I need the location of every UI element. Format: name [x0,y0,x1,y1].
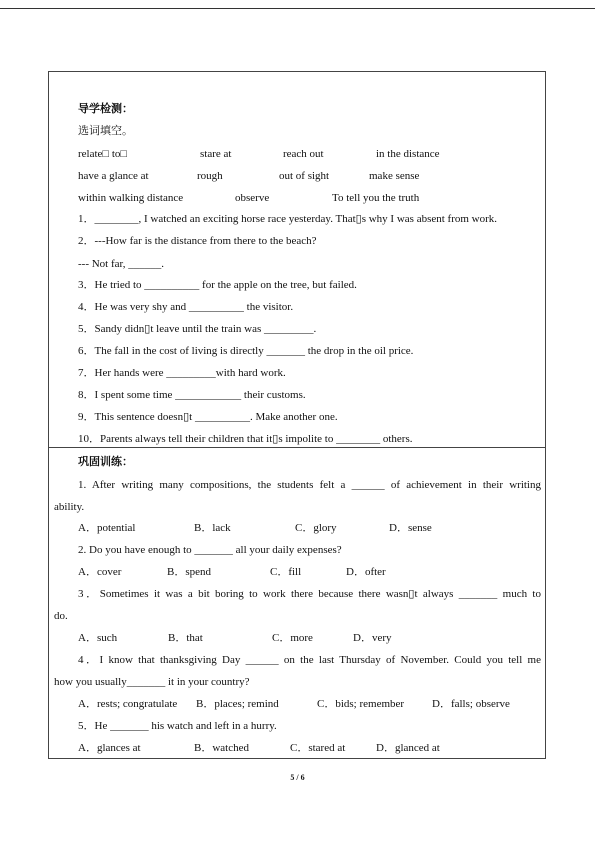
option-c: C．bids; remember [317,698,405,710]
question-line: do. [54,610,68,622]
question-line: how you usually_______ it in your country? [54,676,250,688]
option-a: A．glances at [78,742,141,754]
option-d: D．glanced at [376,742,440,754]
wordbank-item: relate□ to□ [78,148,128,160]
wordbank-item: reach out [283,148,324,160]
question-line: 8．I spent some time ____________ their customs. [78,389,306,401]
question-line: --- Not far, ______. [78,258,165,270]
option-b: B．places; remind [196,698,279,710]
question-line: 4．He was very shy and __________ the visitor. [78,301,294,313]
wordbank-item: stare at [200,148,232,160]
question-line: 7．Her hands were _________with hard work. [78,367,286,379]
wordbank-item: have a glance at [78,170,149,182]
question-line: 1．________, I watched an exciting horse race yesterday. That▯s why I was absent from work. [78,213,498,225]
option-a: A．rests; congratulate [78,698,178,710]
option-d: D．falls; observe [432,698,510,710]
wordbank-item: in the distance [376,148,440,160]
section-divider [48,447,546,448]
option-a: A．such [78,632,118,644]
option-d: D．very [353,632,392,644]
wordbank-item: rough [197,170,223,182]
option-c: C．more [272,632,313,644]
question-line: 1. After writing many compositions, the students felt a ______ of achievement in their writing [78,479,541,491]
option-c: C．stared at [290,742,346,754]
option-c: C．fill [270,566,302,578]
option-c: C．glory [295,522,337,534]
option-d: D．sense [389,522,432,534]
option-b: B．watched [194,742,249,754]
option-a: A．cover [78,566,122,578]
section1-instruction: 选词填空。 [78,124,133,137]
question-line: 3．Sometimes it was a bit boring to work there because there wasn▯t always _______ much to [78,588,541,600]
wordbank-item: make sense [369,170,420,182]
question-line: 5．He _______ his watch and left in a hurry. [78,720,277,732]
section2-heading: 巩固训练： [78,455,133,468]
option-a: A．potential [78,522,136,534]
question-line: 9．This sentence doesn▯t __________. Make another one. [78,411,338,423]
question-line: 10．Parents always tell their children that it▯s impolite to ________ others. [78,433,413,445]
option-b: B．spend [167,566,211,578]
wordbank-item: observe [235,192,270,204]
question-line: 3．He tried to __________ for the apple on the tree, but failed. [78,279,357,291]
wordbank-item: out of sight [279,170,330,182]
question-line: 4．I know that thanksgiving Day ______ on the last Thursday of November. Could you tell me [78,654,541,666]
wordbank-item: To tell you the truth [332,192,420,204]
question-line: ability. [54,501,85,513]
option-b: B．that [168,632,203,644]
wordbank-item: within walking distance [78,192,184,204]
option-d: D．ofter [346,566,386,578]
page-number: 5 / 6 [290,773,305,782]
question-line: 6．The fall in the cost of living is directly _______ the drop in the oil price. [78,345,414,357]
option-b: B．lack [194,522,231,534]
question-line: 2. Do you have enough to _______ all your daily expenses? [78,544,342,556]
section1-heading: 导学检测： [78,102,133,115]
question-line: 5．Sandy didn▯t leave until the train was _________. [78,323,317,335]
header-rule [0,8,595,9]
question-line: 2．---How far is the distance from there to the beach? [78,235,317,247]
